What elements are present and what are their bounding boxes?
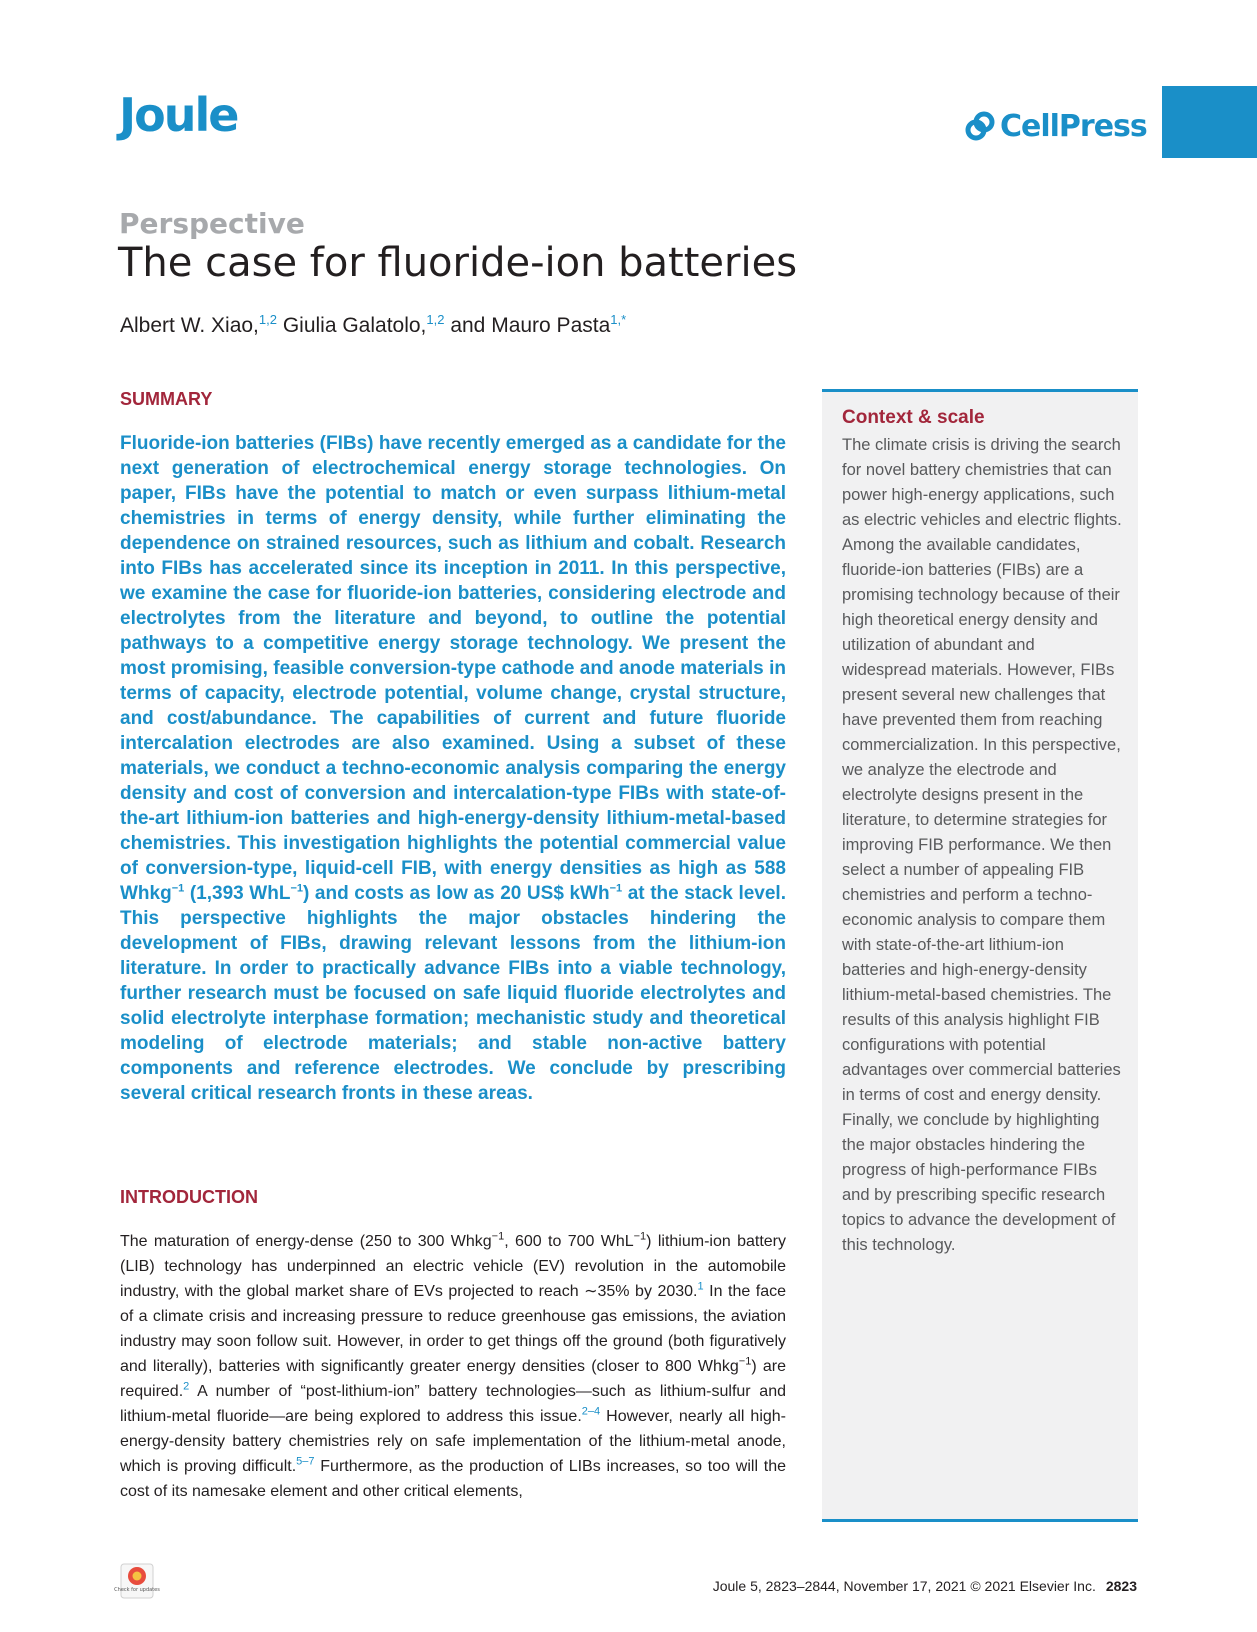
reference-link[interactable]: 1	[697, 1280, 704, 1293]
author-affiliation[interactable]: 1,2	[426, 312, 445, 327]
cellpress-icon	[965, 111, 995, 141]
summary-heading: SUMMARY	[120, 389, 213, 409]
article-title: The case for fluoride-ion batteries	[118, 240, 798, 286]
exponent: −1	[171, 882, 185, 895]
context-heading: Context & scale	[842, 407, 985, 428]
context-box	[822, 389, 1138, 1522]
author-name: Albert W. Xiao,	[120, 314, 259, 337]
journal-logo: Joule	[119, 88, 238, 142]
reference-link[interactable]: 2	[183, 1380, 190, 1393]
reference-link[interactable]: 5–7	[296, 1455, 315, 1468]
citation-text: Joule 5, 2823–2844, November 17, 2021 © 2021 Elsevier Inc.	[712, 1578, 1096, 1594]
author-affiliation[interactable]: 1,2	[258, 312, 277, 327]
exponent: −1	[609, 882, 623, 895]
exponent: −1	[290, 882, 304, 895]
check-for-updates-icon[interactable]	[114, 1563, 160, 1599]
exponent: −1	[633, 1230, 647, 1243]
article-type: Perspective	[119, 207, 305, 240]
author-affiliation[interactable]: 1,*	[610, 312, 627, 327]
crossmark-label: Check for updates	[114, 1587, 160, 1593]
crossmark-badge[interactable]	[114, 1563, 160, 1604]
reference-link[interactable]: 2–4	[581, 1405, 601, 1418]
author-name: Mauro Pasta	[491, 314, 611, 337]
introduction-text: The maturation of energy-dense (250 to 300 Whkg$^{-1}$, 600 to 700 WhL$^{-1}$) lithium-ion battery (LIB) technology has underpinned an electric vehicle (EV) revolution in the automobile industry, with the global market share of EVs projected to reach ∼35% by 2030.$^1$ In the face of a climate crisis and increasing pressure to reduce greenhouse gas emissions, the aviation industry may soon follow suit. However, in order to get things off the ground (both figuratively and literally), batteries with significantly greater energy densities (closer to 800 Whkg$^{-1}$) are required.$^2$ A number of “post-lithium-ion” battery technologies—such as lithium-sulfur and lithium-metal fluoride—are being explored to address this issue.$^{2-4}$ However, nearly all high-energy-density battery chemistries rely on safe implementation of the lithium-metal anode, which is proving difficult.$^{5-7}$ Furthermore, as the production of LIBs increases, so too will the cost of its namesake element and other critical elements,	[120, 1230, 787, 1500]
corner-tab	[1162, 86, 1257, 158]
footer-citation	[713, 1578, 1137, 1594]
introduction-heading: INTRODUCTION	[120, 1187, 258, 1207]
exponent: −1	[738, 1355, 752, 1368]
context-text: The climate crisis is driving the search for novel battery chemistries that can power high-energy applications, such as electric vehicles and electric flights. Among the available candidates, fluoride-ion batteries (FIBs) are a promising technology because of their high theoretical energy density and utilization of abundant and widespread materials. However, FIBs present several new challenges that have prevented them from reaching commercialization. In this perspective, we analyze the electrode and electrolyte designs present in the literature, to determine strategies for improving FIB performance. We then select a number of appealing FIB chemistries and perform a techno-economic analysis to compare them with state-of-the-art lithium-ion batteries and high-energy-density lithium-metal-based chemistries. The results of this analysis highlight FIB configurations with potential advantages over commercial batteries in terms of cost and energy density. Finally, we conclude by highlighting the major obstacles hindering the progress of high-performance FIBs and by prescribing specific research topics to advance the development of this technology.	[842, 436, 1122, 1254]
page-number: 2823	[1105, 1578, 1137, 1594]
author-name: Giulia Galatolo,	[282, 314, 427, 337]
author-list	[120, 314, 626, 338]
publisher-name: CellPress	[1000, 108, 1147, 144]
exponent: −1	[491, 1230, 505, 1243]
summary-text: Fluoride-ion batteries (FIBs) have recently emerged as a candidate for the next generation of electrochemical energy storage technologies. On paper, FIBs have the potential to match or even surpass lithium-metal chemistries in terms of energy density, while further eliminating the dependence on strained resources, such as lithium and cobalt. Research into FIBs has accelerated since its inception in 2011. In this perspective, we examine the case for fluoride-ion batteries, considering electrode and electrolytes from the literature and beyond, to outline the potential pathways to a competitive energy storage technology. We present the most promising, feasible conversion-type cathode and anode materials in terms of capacity, electrode potential, volume change, crystal structure, and cost/abundance. The capabilities of current and future fluoride intercalation electrodes are also examined. Using a subset of these materials, we conduct a techno-economic analysis comparing the energy density and cost of conversion and intercalation-type FIBs with state-of-the-art lithium-ion batteries and high-energy-density lithium-metal-based chemistries. This investigation highlights the potential commercial value of conversion-type, liquid-cell FIB, with energy densities as high as 588 Whkg$^{-1}$ (1,393 WhL$^{-1}$) and costs as low as 20 US$ kWh$^{-1}$ at the stack level. This perspective highlights the major obstacles hindering the development of FIBs, drawing relevant lessons from the lithium-ion literature. In order to practically advance FIBs into a viable technology, further research must be focused on safe liquid fluoride electrolytes and solid electrolyte interphase formation; mechanistic study and theoretical modeling of electrode materials; and stable non-active battery components and reference electrodes. We conclude by prescribing several critical research fronts in these areas.	[120, 433, 786, 1104]
publisher-logo	[965, 104, 1147, 148]
author-joiner: and	[450, 314, 486, 337]
